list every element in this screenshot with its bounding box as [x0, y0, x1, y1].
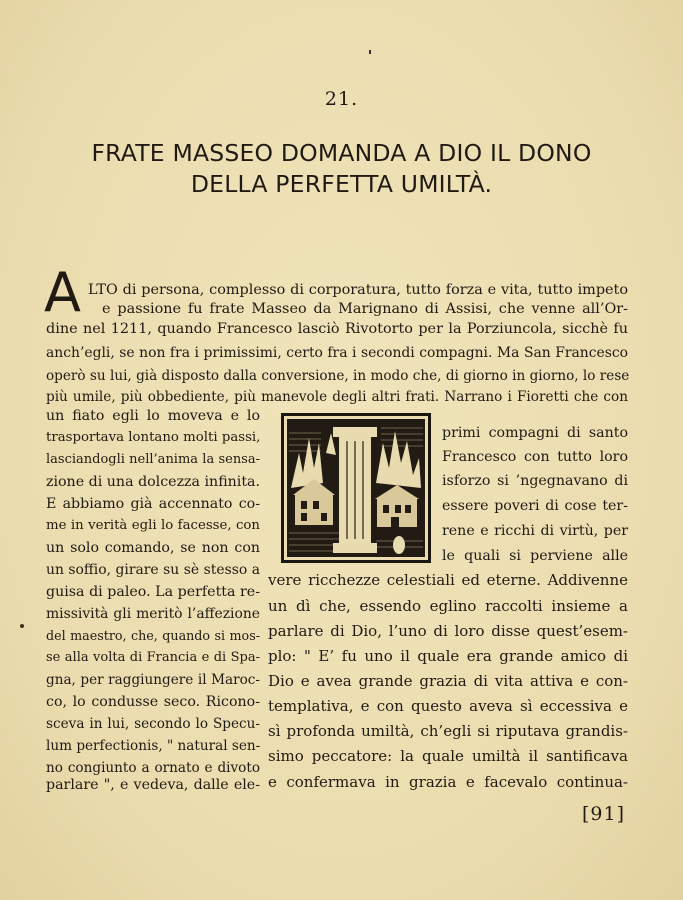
right-column-line: le quali si perviene alle [442, 548, 628, 564]
right-column-line: simo peccatore: la quale umiltà il santificava [268, 747, 628, 765]
right-column-line: templativa, e con questo aveva sì eccessiva e [268, 697, 628, 715]
body-line: più umile, più obbediente, più manevole degli altri frati. Narrano i Fioretti che con [46, 389, 628, 405]
left-column-line: zione di una dolcezza infinita. [46, 474, 260, 490]
right-column-line: sì profonda umiltà, ch’egli si riputava grandis- [268, 722, 628, 740]
right-column-line: un dì che, essendo eglino raccolti insieme a [268, 597, 628, 615]
left-column-line: trasportava lontano molti passi, [46, 430, 261, 445]
left-column-line: un fiato egli lo moveva e lo [46, 408, 260, 424]
left-column-line: co, lo condusse seco. Ricono- [46, 694, 260, 710]
right-column-line: Dio e avea grande grazia di vita attiva e con- [268, 672, 628, 690]
left-column-line: un solo comando, se non con [46, 540, 260, 556]
body-line: e passione fu frate Masseo da Marignano di Assisi, che venne all’Or- [102, 301, 628, 317]
left-column-line: sceva in lui, secondo lo Specu- [46, 716, 260, 732]
body-line: operò su lui, già disposto dalla conversione, in modo che, di giorno in giorno, lo rese [46, 368, 630, 384]
right-column-line: e confermava in grazia e facevalo continua- [268, 773, 628, 791]
page-number: [91] [581, 803, 625, 825]
right-column-line: primi compagni di santo [442, 425, 628, 441]
left-column-line: se alla volta di Francia e di Spa- [46, 650, 260, 665]
right-column-line: vere ricchezze celestiali ed eterne. Addivenne [268, 571, 628, 589]
left-column-line: parlare ", e vedeva, dalle ele- [46, 777, 260, 793]
woodcut-letter-I [333, 427, 377, 553]
left-column-line: missività gli meritò l’affezione [46, 606, 260, 622]
right-column-line: parlare di Dio, l’uno di loro disse quest’esem- [268, 622, 628, 640]
left-column-line: E abbiamo già accennato co- [46, 496, 260, 512]
body-line: LTO di persona, complesso di corporatura, tutto forza e vita, tutto impeto [88, 282, 628, 298]
left-column-line: lasciandogli nell’anima la sensa- [46, 452, 260, 467]
body-line: anch’egli, se non fra i primissimi, certo fra i secondi compagni. Ma San Francesco [46, 345, 628, 361]
body-line: dine nel 1211, quando Francesco lasciò Rivotorto per la Porziuncola, sicchè fu [46, 321, 628, 337]
margin-mark [20, 624, 24, 628]
woodcut-vase [393, 536, 405, 554]
chapter-number: 21. [324, 88, 359, 110]
chapter-title-line: DELLA PERFETTA UMILTÀ. [190, 170, 493, 198]
drop-cap-initial: A [44, 261, 81, 324]
left-column-line: lum perfectionis, " natural sen- [46, 738, 261, 754]
left-column-line: un soffio, girare su sè stesso a [46, 562, 260, 578]
chapter-title [40, 138, 643, 200]
left-column-line: guisa di paleo. La perfetta re- [46, 584, 260, 600]
left-column-line: del maestro, che, quando si mos- [46, 628, 260, 643]
woodcut-illustration [281, 413, 431, 563]
right-column-line: essere poveri di cose ter- [442, 498, 628, 514]
left-column-line: me in verità egli lo facesse, con [46, 518, 260, 533]
left-column-line: no congiunto a ornato e divoto [46, 760, 260, 776]
right-column-line: Francesco con tutto loro [442, 449, 628, 465]
right-column-line: isforzo si ’ngegnavano di [442, 473, 628, 489]
left-column-line: gna, per raggiungere il Maroc- [46, 672, 260, 688]
chapter-title-line: FRATE MASSEO DOMANDA A DIO IL DONO [91, 139, 592, 167]
ink-speck [369, 50, 371, 54]
right-column-line: rene e ricchi di virtù, per [442, 523, 628, 539]
right-column-line: plo: " E’ fu uno il quale era grande amico di [268, 647, 628, 665]
